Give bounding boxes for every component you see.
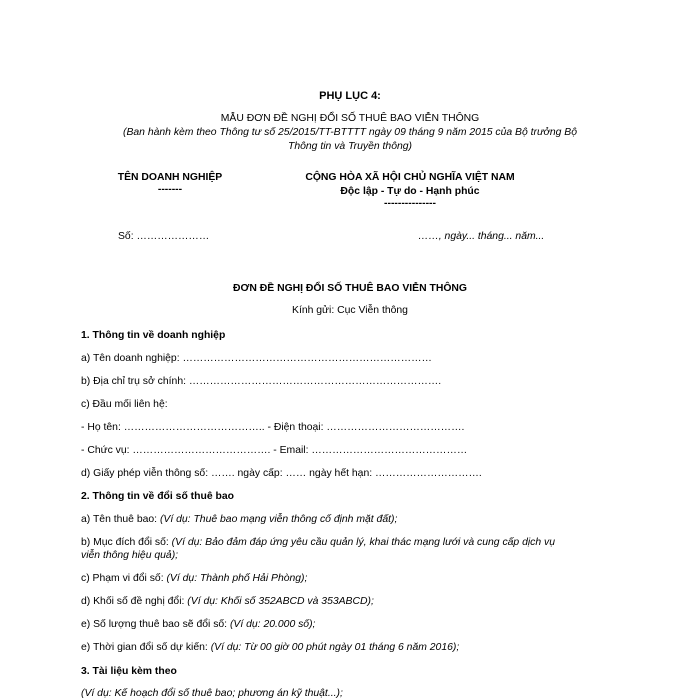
scope-line (81, 573, 307, 584)
purpose-hint-continued: viễn thông hiệu quả); (81, 550, 179, 561)
scope-label: c) Phạm vi đổi số: (81, 573, 167, 584)
schedule-label: e) Thời gian đổi số dự kiến: (81, 642, 211, 653)
subscriber-count-hint: (Ví dụ: 20.000 số); (229, 619, 316, 630)
scope-hint: (Ví dụ: Thành phố Hải Phòng); (166, 573, 308, 584)
issuance-line-2: Thông tin và Truyền thông) (288, 141, 412, 152)
schedule-hint: (Ví dụ: Từ 00 giờ 00 phút ngày 01 tháng 6 năm 2016); (210, 642, 460, 653)
recipient: Kính gửi: Cục Viễn thông (292, 305, 408, 316)
number-block-line (81, 596, 374, 607)
purpose-hint: (Ví dụ: Bảo đảm đáp ứng yêu cầu quản lý, khai thác mạng lưới và cung cấp dịch vụ (171, 537, 556, 548)
subscriber-count-line (81, 619, 315, 630)
company-name: TÊN DOANH NGHIỆP (117, 172, 223, 183)
number-block-hint: (Ví dụ: Khối số 352ABCD và 353ABCD); (187, 596, 374, 607)
document-date: ……, ngày... tháng... năm... (418, 231, 545, 242)
motto: Độc lập - Tự do - Hạnh phúc (340, 186, 480, 197)
section-2-heading: 2. Thông tin về đổi số thuê bao (81, 491, 234, 502)
section-3-heading: 3. Tài liệu kèm theo (81, 666, 177, 677)
purpose-label: b) Mục đích đổi số: (81, 537, 172, 548)
schedule-line (81, 642, 459, 653)
number-block-label: d) Khối số đề nghị đổi: (81, 596, 188, 607)
application-title: ĐƠN ĐỀ NGHỊ ĐỔI SỐ THUÊ BAO VIỄN THÔNG (232, 283, 467, 294)
purpose-line (81, 537, 555, 548)
section-1-heading: 1. Thông tin về doanh nghiệp (81, 330, 226, 341)
contact-heading: c) Đầu mối liên hệ: (81, 399, 168, 410)
company-dashes: ------- (157, 184, 183, 195)
contact-position-email-field: - Chức vụ: …………………………………. - Email: ……………………………………… (81, 445, 468, 456)
appendix-heading: PHỤ LỤC 4: (319, 90, 381, 102)
subscriber-name-hint: (Ví dụ: Thuê bao mạng viễn thông cố định mặt đất); (159, 514, 398, 525)
document-number: Số: ………………… (118, 231, 210, 242)
subscriber-count-label: e) Số lượng thuê bao sẽ đổi số: (81, 619, 230, 630)
subscriber-name-label: a) Tên thuê bao: (81, 514, 160, 525)
license-field: d) Giấy phép viễn thông số: ……. ngày cấp: …… ngày hết hạn: …………………………. (81, 468, 482, 479)
subscriber-name-line (81, 514, 397, 525)
attachments-hint: (Ví dụ: Kế hoạch đổi số thuê bao; phương án kỹ thuật...); (81, 688, 343, 699)
form-title: MẪU ĐƠN ĐỀ NGHỊ ĐỔI SỐ THUÊ BAO VIỄN THÔNG (220, 113, 480, 124)
head-office-field: b) Địa chỉ trụ sở chính: ………………………………………………………………. (81, 376, 442, 387)
company-name-field: a) Tên doanh nghiệp: ……………………………………………………………… (81, 353, 432, 364)
republic-heading: CỘNG HÒA XÃ HỘI CHỦ NGHĨA VIỆT NAM (305, 172, 515, 183)
motto-dashes: --------------- (384, 198, 436, 209)
issuance-line-1: (Ban hành kèm theo Thông tư số 25/2015/TT-BTTTT ngày 09 tháng 9 năm 2015 của Bộ trưởng Bộ (122, 127, 577, 138)
contact-name-phone-field: - Họ tên: ………………………………….. - Điện thoại: …………………………………. (81, 422, 465, 433)
